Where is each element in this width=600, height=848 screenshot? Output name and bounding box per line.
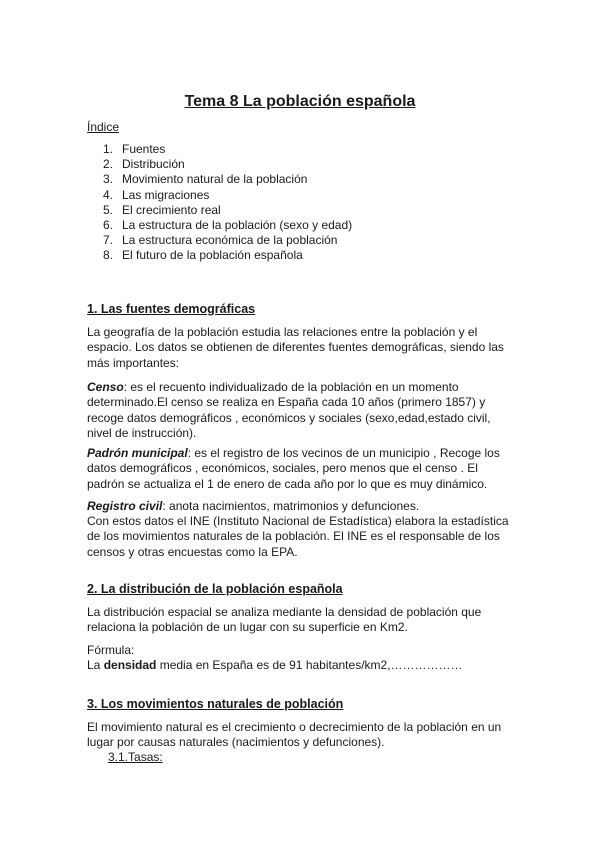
- densidad-paragraph: La densidad media en España es de 91 habitantes/km2,………………: [87, 658, 463, 672]
- toc-item: 4. Las migraciones: [103, 187, 210, 202]
- section-3-heading: 3. Los movimientos naturales de población: [87, 697, 344, 711]
- toc-item: 2. Distribución: [103, 157, 185, 172]
- section-1-intro: La geografía de la población estudia las relaciones entre la población y el espacio. Los datos se obtienen de diferentes fuentes demográficas, siendo las más importantes:: [87, 325, 504, 370]
- padron-paragraph: [87, 446, 517, 492]
- subsection-tasas: 3.1.Tasas:: [108, 750, 163, 764]
- formula-label: Fórmula:: [87, 643, 135, 657]
- censo-text: : es el recuento individualizado de la población en un momento determinado.El censo se realiza en España cada 10 años (primero 1857) y recoge datos demográficos , económicos y sociales (sexo,edad,estado civil, nivel de instrucción).: [87, 380, 491, 440]
- densidad-term: densidad: [103, 658, 157, 672]
- registro-paragraph: [87, 499, 517, 514]
- toc-item: 1. Fuentes: [103, 142, 166, 156]
- ine-paragraph: Con estos datos el INE (Instituto Nacional de Estadística) elabora la estadística de los movimientos naturales de la población. El INE es el responsable de los censos y otras encuestas como la EPA.: [87, 514, 509, 559]
- section-2-intro: La distribución espacial se analiza mediante la densidad de población que relaciona la población de un lugar con su superficie en Km2.: [87, 605, 482, 635]
- padron-text: : es el registro de los vecinos de un municipio , Recoge los datos demográficos , económicos, sociales, pero menos que el censo . El padrón se actualiza el 1 de enero de cada año por lo que es muy dinámico.: [87, 446, 500, 491]
- censo-paragraph: [87, 380, 517, 441]
- registro-term: Registro civil: [87, 499, 163, 513]
- registro-text: : anota nacimientos, matrimonios y defunciones.: [162, 499, 420, 513]
- section-2-heading: 2. La distribución de la población española: [87, 582, 343, 596]
- toc-item: 7. La estructura económica de la población: [103, 233, 338, 248]
- toc-item: 8. El futuro de la población española: [103, 248, 303, 263]
- padron-term: Padrón municipal: [87, 446, 188, 460]
- toc-item: 5. El crecimiento real: [103, 202, 221, 217]
- index-label: Índice: [87, 120, 120, 134]
- section-1-heading: 1. Las fuentes demográficas: [87, 302, 256, 316]
- table-of-contents: [103, 142, 352, 264]
- page-title: Tema 8 La población española: [184, 93, 416, 110]
- toc-item: 6. La estructura de la población (sexo y edad): [103, 218, 353, 233]
- censo-term: Censo: [87, 380, 124, 394]
- toc-item: 3. Movimiento natural de la población: [103, 172, 308, 187]
- section-3-intro: El movimiento natural es el crecimiento o decrecimiento de la población en un lugar por causas naturales (nacimientos y defunciones).: [87, 720, 502, 750]
